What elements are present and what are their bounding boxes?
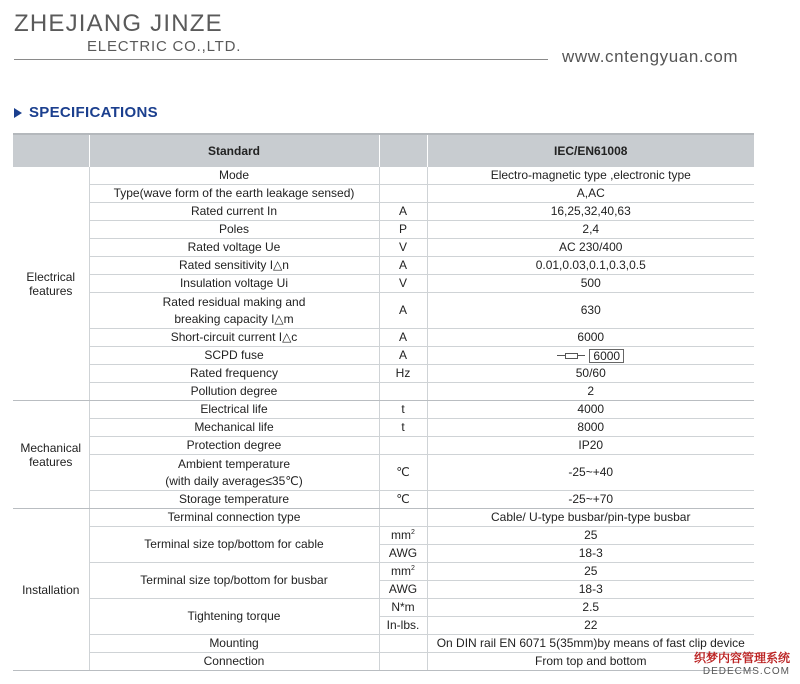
fuse-icon: [557, 353, 585, 359]
specifications-table: [13, 133, 754, 671]
table-row: [13, 203, 754, 221]
param-name: Rated current In: [89, 203, 379, 221]
table-row: [13, 419, 754, 437]
unit-text: AWG: [388, 546, 418, 560]
group-label: Installation: [13, 509, 89, 671]
param-name: Terminal size top/bottom for cable: [89, 527, 379, 563]
param-value: From top and bottom: [427, 653, 754, 671]
param-unit: [379, 563, 427, 581]
param-value: -25~+40: [427, 455, 754, 491]
param-name: Mode: [89, 167, 379, 185]
param-name: Protection degree: [89, 437, 379, 455]
table-row: [13, 527, 754, 545]
group-label: Mechanical features: [13, 401, 89, 509]
param-value: 25: [427, 563, 754, 581]
param-name: Terminal connection type: [89, 509, 379, 527]
company-subname: ELECTRIC CO.,LTD.: [87, 38, 242, 55]
param-unit: [379, 185, 427, 203]
param-name: Poles: [89, 221, 379, 239]
param-value: -25~+70: [427, 491, 754, 509]
param-value: 6000: [427, 329, 754, 347]
company-name: ZHEJIANG JINZE: [14, 10, 223, 37]
table-row: [13, 185, 754, 203]
unit-text: AWG: [388, 582, 418, 596]
unit-text: In-lbs.: [386, 618, 420, 632]
param-value: 16,25,32,40,63: [427, 203, 754, 221]
param-unit: [379, 635, 427, 653]
param-name: Pollution degree: [89, 383, 379, 401]
table-row: [13, 437, 754, 455]
param-value: Cable/ U-type busbar/pin-type busbar: [427, 509, 754, 527]
table-row: [13, 347, 754, 365]
param-unit: [379, 617, 427, 635]
param-value: 18-3: [427, 545, 754, 563]
param-unit: A: [379, 293, 427, 329]
param-value: A,AC: [427, 185, 754, 203]
table-row: [13, 257, 754, 275]
param-name: Type(wave form of the earth leakage sensed): [89, 185, 379, 203]
param-unit: [379, 167, 427, 185]
param-value: 2,4: [427, 221, 754, 239]
table-row: [13, 329, 754, 347]
table-row: [13, 239, 754, 257]
table-row: [13, 599, 754, 617]
param-name: Rated voltage Ue: [89, 239, 379, 257]
fuse-value: [557, 349, 624, 363]
unit-text: mm: [391, 564, 412, 578]
table-row: [13, 275, 754, 293]
play-triangle-icon: [14, 108, 22, 118]
table-row: [13, 293, 754, 329]
param-value: 2.5: [427, 599, 754, 617]
table-row: [13, 563, 754, 581]
table-row: [13, 491, 754, 509]
table-row: [13, 653, 754, 671]
param-unit: [379, 437, 427, 455]
watermark-line2: DEDECMS.COM: [702, 666, 790, 677]
param-unit: [379, 383, 427, 401]
section-title-text: SPECIFICATIONS: [29, 104, 158, 121]
param-name: Connection: [89, 653, 379, 671]
table-row: [13, 167, 754, 185]
param-name: Rated frequency: [89, 365, 379, 383]
param-value: AC 230/400: [427, 239, 754, 257]
unit-superscript: 2: [411, 529, 415, 536]
param-unit: [379, 653, 427, 671]
table-row: [13, 401, 754, 419]
param-unit: Hz: [379, 365, 427, 383]
param-name: Mechanical life: [89, 419, 379, 437]
table-row: [13, 509, 754, 527]
header-blank: [13, 134, 89, 167]
header-standard: Standard: [89, 134, 379, 167]
param-value: 630: [427, 293, 754, 329]
unit-text: N*m: [391, 600, 415, 614]
param-name: Terminal size top/bottom for busbar: [89, 563, 379, 599]
param-name: SCPD fuse: [89, 347, 379, 365]
param-unit: t: [379, 419, 427, 437]
param-unit: A: [379, 329, 427, 347]
table-row: [13, 455, 754, 491]
param-value: 500: [427, 275, 754, 293]
param-unit: [379, 599, 427, 617]
fuse-rating: 6000: [589, 349, 624, 363]
param-name: Insulation voltage Ui: [89, 275, 379, 293]
unit-text: mm: [391, 528, 412, 542]
param-value: [427, 347, 754, 365]
table-row: [13, 635, 754, 653]
param-name: Electrical life: [89, 401, 379, 419]
param-unit: [379, 581, 427, 599]
company-logo: [14, 10, 241, 56]
website-url: www.cntengyuan.com: [562, 47, 739, 66]
header-standard-value: IEC/EN61008: [427, 134, 754, 167]
unit-superscript: 2: [411, 565, 415, 572]
param-value: IP20: [427, 437, 754, 455]
param-name: Rated sensitivity I△n: [89, 257, 379, 275]
param-value: On DIN rail EN 6071 5(35mm)by means of fast clip device: [427, 635, 754, 653]
table-row: [13, 383, 754, 401]
group-label: Electrical features: [13, 167, 89, 401]
watermark-line1: 织梦内容管理系统: [693, 651, 790, 665]
table-header-row: [13, 134, 754, 167]
section-title: [14, 104, 158, 121]
param-value: 8000: [427, 419, 754, 437]
param-value: 0.01,0.03,0.1,0.3,0.5: [427, 257, 754, 275]
header-unit-blank: [379, 134, 427, 167]
param-unit: V: [379, 275, 427, 293]
param-name: Storage temperature: [89, 491, 379, 509]
param-value: 22: [427, 617, 754, 635]
param-unit: V: [379, 239, 427, 257]
param-name: Tightening torque: [89, 599, 379, 635]
param-value: 2: [427, 383, 754, 401]
param-unit: t: [379, 401, 427, 419]
param-name: Short-circuit current I△c: [89, 329, 379, 347]
header-divider: [14, 59, 548, 60]
table-row: [13, 365, 754, 383]
param-unit: ℃: [379, 455, 427, 491]
param-unit: A: [379, 203, 427, 221]
param-unit: [379, 509, 427, 527]
param-unit: ℃: [379, 491, 427, 509]
param-value: 18-3: [427, 581, 754, 599]
param-unit: P: [379, 221, 427, 239]
param-unit: [379, 527, 427, 545]
table-body: [13, 167, 754, 671]
param-name: Ambient temperature (with daily average≤35℃): [89, 455, 379, 491]
param-value: 25: [427, 527, 754, 545]
param-value: 50/60: [427, 365, 754, 383]
param-unit: A: [379, 347, 427, 365]
param-name: Rated residual making and breaking capacity I△m: [89, 293, 379, 329]
param-unit: A: [379, 257, 427, 275]
param-value: 4000: [427, 401, 754, 419]
table-row: [13, 221, 754, 239]
param-value: Electro-magnetic type ,electronic type: [427, 167, 754, 185]
param-name: Mounting: [89, 635, 379, 653]
param-unit: [379, 545, 427, 563]
watermark: [694, 651, 790, 679]
